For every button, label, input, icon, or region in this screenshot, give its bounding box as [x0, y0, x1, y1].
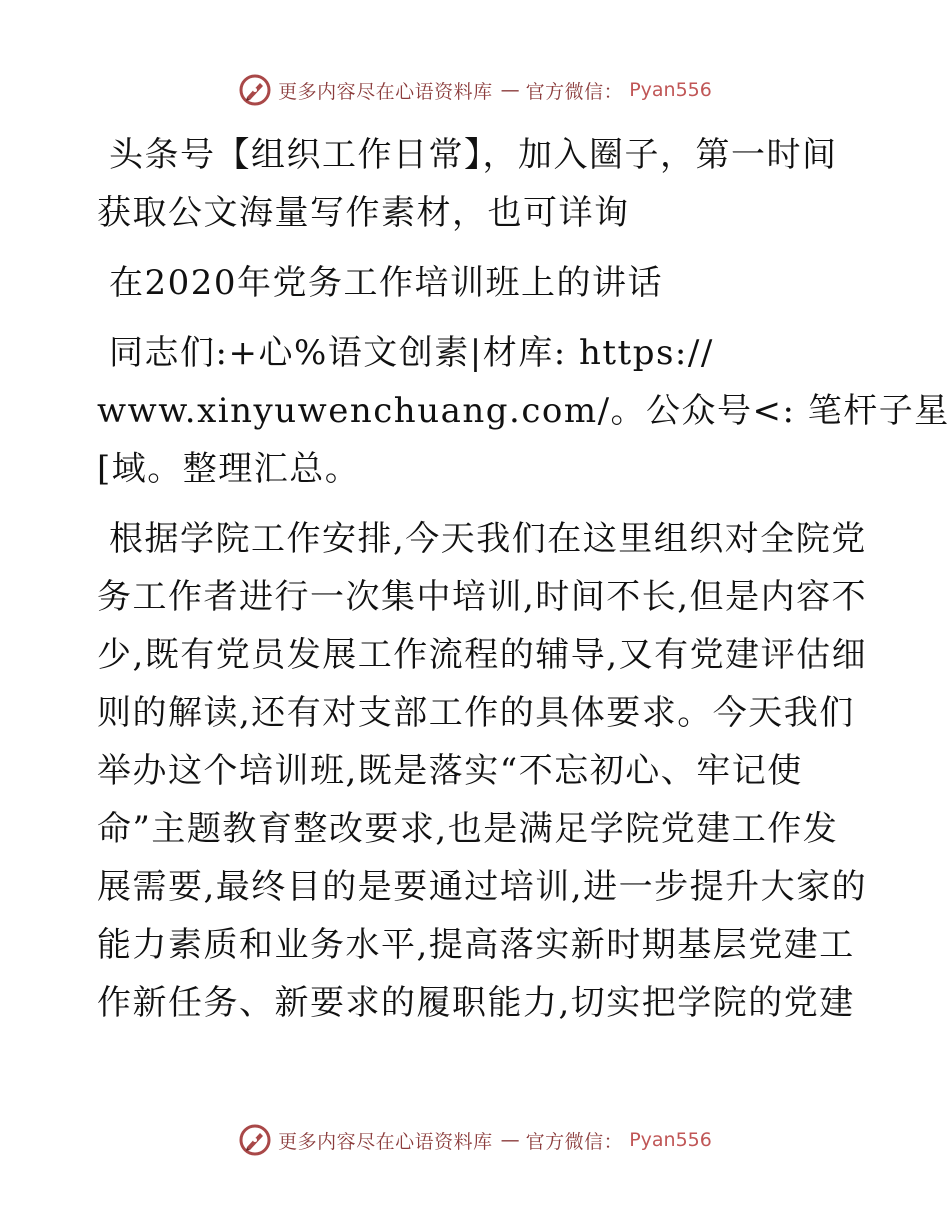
banner-site-text: 更多内容尽在心语资料库 — [278, 1130, 493, 1153]
paragraph-greeting — [97, 324, 950, 498]
banner-wechat-label: 官方微信： — [525, 1130, 624, 1153]
text-line: 能力素质和业务水平,提高落实新时期基层党建工 — [97, 925, 855, 965]
paragraph-title — [97, 254, 857, 312]
banner-separator: — — [500, 1129, 520, 1151]
text-line: 务工作者进行一次集中培训,时间不长,但是内容不 — [97, 577, 868, 617]
pen-logo-icon — [238, 73, 272, 107]
text-line: 同志们:+心%语文创素|材库: https:// — [109, 333, 714, 373]
banner-wechat-id: Pyan556 — [629, 79, 712, 101]
banner-site-text: 更多内容尽在心语资料库 — [278, 80, 493, 103]
text-line: 展需要,最终目的是要通过培训,进一步提升大家的 — [97, 867, 868, 907]
header-watermark — [0, 70, 950, 110]
text-line: www.xinyuwenchuang.com/。公众号<: 笔杆子星 — [97, 391, 950, 431]
document-body — [97, 126, 950, 1032]
banner-wechat-label: 官方微信： — [525, 80, 624, 103]
pen-logo-icon — [238, 1123, 272, 1157]
banner-separator: — — [500, 79, 520, 101]
paragraph-intro — [97, 126, 857, 242]
text-line: 少,既有党员发展工作流程的辅导,又有党建评估细 — [97, 635, 868, 675]
paragraph-body — [97, 510, 868, 1032]
text-line: 作新任务、新要求的履职能力,切实把学院的党建 — [97, 983, 855, 1023]
text-line: 获取公文海量写作素材，也可详询 — [97, 193, 630, 233]
speech-title: 在2020年党务工作培训班上的讲话 — [109, 263, 664, 303]
text-line: 头条号【组织工作日常】，加入圈子，第一时间 — [109, 135, 838, 175]
text-line: [域。整理汇总。 — [97, 449, 361, 489]
text-line: 命”主题教育整改要求,也是满足学院党建工作发 — [97, 809, 839, 849]
text-line: 则的解读,还有对支部工作的具体要求。今天我们 — [97, 693, 855, 733]
text-line: 根据学院工作安排,今天我们在这里组织对全院党 — [109, 519, 867, 559]
banner-wechat-id: Pyan556 — [629, 1129, 712, 1151]
text-line: 举办这个培训班,既是落实“不忘初心、牢记使 — [97, 751, 803, 791]
footer-watermark — [0, 1120, 950, 1160]
